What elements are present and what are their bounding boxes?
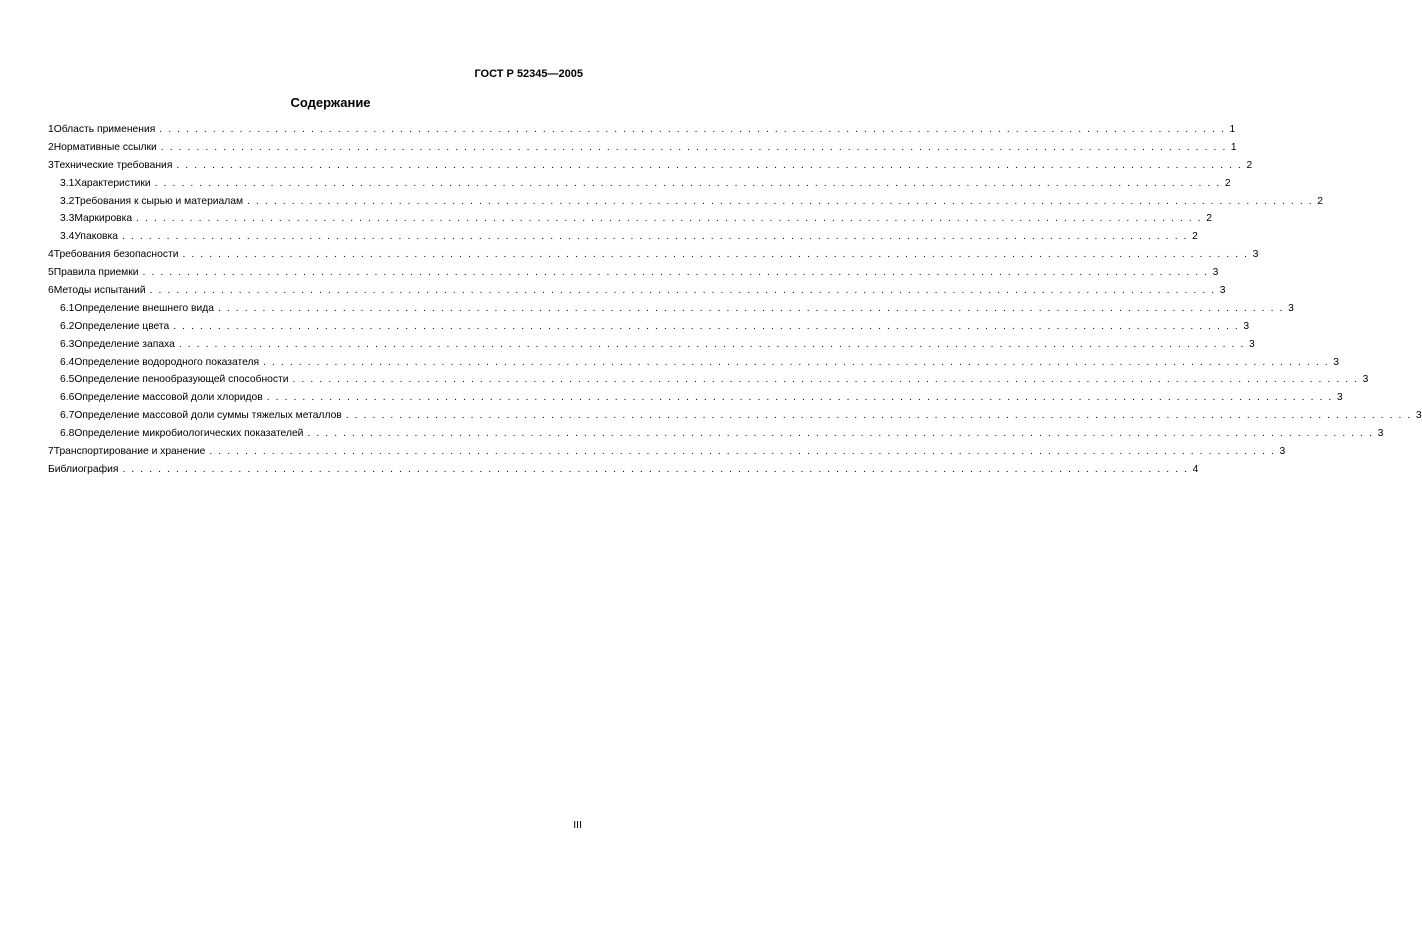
toc-entry[interactable] bbox=[48, 425, 1384, 443]
toc-entry-page: 3 bbox=[1377, 428, 1384, 440]
toc-entry-number: 6.5 bbox=[60, 374, 75, 386]
toc-entry-label: Определение внешнего вида bbox=[74, 302, 214, 314]
toc-leader-dots: . . . . . . . . . . . . . . . . . . . . . . . . . . . . . . . . . . . . . . . . . . . . . . . . . . . . . . . . . . . . . . . . . . . . . . . . . . . . . . . . . . . . . . . . . . . . . . . . . . . . . . . . . . . . . . . . . . . . . . . . bbox=[247, 195, 1314, 207]
toc-entry-page: 1 bbox=[1229, 124, 1236, 135]
toc-entry-number: 6.7 bbox=[60, 410, 75, 422]
toc-entry[interactable] bbox=[48, 318, 1250, 336]
toc-leader-dots: . . . . . . . . . . . . . . . . . . . . . . . . . . . . . . . . . . . . . . . . . . . . . . . . . . . . . . . . . . . . . . . . . . . . . . . . . . . . . . . . . . . . . . . . . . . . . . . . . . . . . . . . . . . . . . . . . . . . . . . . bbox=[292, 374, 1359, 386]
toc-leader-dots: . . . . . . . . . . . . . . . . . . . . . . . . . . . . . . . . . . . . . . . . . . . . . . . . . . . . . . . . . . . . . . . . . . . . . . . . . . . . . . . . . . . . . . . . . . . . . . . . . . . . . . . . . . . . . . . . . . . . . . . . bbox=[173, 320, 1240, 332]
toc-entry[interactable] bbox=[48, 371, 1369, 389]
toc-entry-label: Определение микробиологических показателей bbox=[74, 428, 304, 440]
toc-entry[interactable] bbox=[48, 389, 1343, 407]
toc-entry-label: Определение массовой доли хлоридов bbox=[74, 392, 263, 404]
toc-entry-label: Определение массовой доли суммы тяжелых металлов bbox=[74, 410, 342, 422]
toc-entry-number: 7 bbox=[48, 446, 54, 458]
toc-entry-page: 2 bbox=[1317, 195, 1323, 207]
toc-entry-page: 3 bbox=[1336, 392, 1343, 404]
toc-entry[interactable] bbox=[48, 300, 1294, 318]
toc-entry[interactable] bbox=[48, 246, 1259, 264]
toc-entry-page: 3 bbox=[1212, 267, 1219, 279]
toc-leader-dots: . . . . . . . . . . . . . . . . . . . . . . . . . . . . . . . . . . . . . . . . . . . . . . . . . . . . . . . . . . . . . . . . . . . . . . . . . . . . . . . . . . . . . . . . . . . . . . . . . . . . . . . . . . . . . . . . . . . . . . . . bbox=[217, 302, 1285, 314]
toc-entry[interactable] bbox=[48, 157, 1253, 175]
toc-entry-page: 3 bbox=[1415, 410, 1422, 422]
toc-leader-dots: . . . . . . . . . . . . . . . . . . . . . . . . . . . . . . . . . . . . . . . . . . . . . . . . . . . . . . . . . . . . . . . . . . . . . . . . . . . . . . . . . . . . . . . . . . . . . . . . . . . . . . . . . . . . . . . . . . . . . . . . bbox=[307, 428, 1374, 440]
toc-entry-number: 3.2 bbox=[60, 195, 75, 207]
toc-entry[interactable] bbox=[48, 193, 1323, 211]
toc-entry-number: 6.4 bbox=[60, 356, 75, 368]
toc-entry-number: 6.3 bbox=[60, 338, 75, 350]
toc-entry[interactable] bbox=[48, 121, 1236, 139]
toc-leader-dots: . . . . . . . . . . . . . . . . . . . . . . . . . . . . . . . . . . . . . . . . . . . . . . . . . . . . . . . . . . . . . . . . . . . . . . . . . . . . . . . . . . . . . . . . . . . . . . . . . . . . . . . . . . . . . . . . . . . . . . . . bbox=[122, 463, 1189, 475]
toc-entry-page: 3 bbox=[1248, 338, 1255, 350]
toc-entry-label: Область применения bbox=[53, 124, 156, 135]
toc-entry-label: Требования к сырью и материалам bbox=[74, 195, 244, 207]
toc-leader-dots: . . . . . . . . . . . . . . . . . . . . . . . . . . . . . . . . . . . . . . . . . . . . . . . . . . . . . . . . . . . . . . . . . . . . . . . . . . . . . . . . . . . . . . . . . . . . . . . . . . . . . . . . . . . . . . . . . . . . . . . . bbox=[266, 392, 1333, 404]
toc-entry[interactable] bbox=[48, 461, 1199, 479]
toc-entry-label: Технические требования bbox=[53, 159, 173, 171]
toc-entry-number: 6.6 bbox=[60, 392, 75, 404]
toc-entry[interactable] bbox=[48, 282, 1226, 300]
toc-entry[interactable] bbox=[48, 354, 1339, 372]
toc-entry-number: 6 bbox=[48, 285, 54, 297]
toc-entry-label: Библиография bbox=[48, 463, 119, 475]
toc-entry[interactable] bbox=[48, 336, 1255, 354]
toc-entry-label: Определение цвета bbox=[74, 320, 170, 332]
toc-entry-number: 1 bbox=[48, 124, 54, 135]
toc-entry-number: 4 bbox=[48, 249, 54, 261]
toc-entry[interactable] bbox=[48, 210, 1212, 228]
toc-entry-number: 6.8 bbox=[60, 428, 75, 440]
toc-leader-dots: . . . . . . . . . . . . . . . . . . . . . . . . . . . . . . . . . . . . . . . . . . . . . . . . . . . . . . . . . . . . . . . . . . . . . . . . . . . . . . . . . . . . . . . . . . . . . . . . . . . . . . . . . . . . . . . . . . . . . . . . bbox=[159, 124, 1226, 135]
toc-entry[interactable] bbox=[48, 139, 1237, 157]
toc-entry-number: 3 bbox=[48, 159, 54, 171]
toc-entry-label: Методы испытаний bbox=[53, 285, 146, 297]
toc-leader-dots: . . . . . . . . . . . . . . . . . . . . . . . . . . . . . . . . . . . . . . . . . . . . . . . . . . . . . . . . . . . . . . . . . . . . . . . . . . . . . . . . . . . . . . . . . . . . . . . . . . . . . . . . . . . . . . . . . . . . . . . . bbox=[209, 446, 1276, 458]
toc-entry[interactable] bbox=[48, 407, 1422, 425]
toc-title: Содержание bbox=[290, 95, 371, 110]
toc-entry-number: 3.4 bbox=[60, 231, 75, 243]
toc-leader-dots: . . . . . . . . . . . . . . . . . . . . . . . . . . . . . . . . . . . . . . . . . . . . . . . . . . . . . . . . . . . . . . . . . . . . . . . . . . . . . . . . . . . . . . . . . . . . . . . . . . . . . . . . . . . . . . . . . . . . . . . . bbox=[149, 285, 1216, 297]
toc-entry-label: Транспортирование и хранение bbox=[53, 446, 206, 458]
toc-entry-number: 2 bbox=[48, 141, 54, 153]
toc-leader-dots: . . . . . . . . . . . . . . . . . . . . . . . . . . . . . . . . . . . . . . . . . . . . . . . . . . . . . . . . . . . . . . . . . . . . . . . . . . . . . . . . . . . . . . . . . . . . . . . . . . . . . . . . . . . . . . . . . . . . . . . . bbox=[182, 249, 1249, 261]
toc-entry-page: 2 bbox=[1246, 159, 1253, 171]
toc-entry-page: 2 bbox=[1206, 213, 1212, 225]
toc-entry-label: Определение запаха bbox=[74, 338, 175, 350]
toc-entry-page: 3 bbox=[1252, 249, 1259, 261]
toc-entry-page: 3 bbox=[1362, 374, 1369, 386]
toc-entry-number: 3.3 bbox=[60, 213, 75, 225]
toc-leader-dots: . . . . . . . . . . . . . . . . . . . . . . . . . . . . . . . . . . . . . . . . . . . . . . . . . . . . . . . . . . . . . . . . . . . . . . . . . . . . . . . . . . . . . . . . . . . . . . . . . . . . . . . . . . . . . . . . . . . . . . . . bbox=[176, 159, 1243, 171]
toc-entry[interactable] bbox=[48, 228, 1198, 246]
toc-entry-page: 2 bbox=[1192, 231, 1198, 243]
toc-entry-page: 1 bbox=[1230, 141, 1237, 153]
toc-leader-dots: . . . . . . . . . . . . . . . . . . . . . . . . . . . . . . . . . . . . . . . . . . . . . . . . . . . . . . . . . . . . . . . . . . . . . . . . . . . . . . . . . . . . . . . . . . . . . . . . . . . . . . . . . . . . . . . . . . . . . . . . bbox=[178, 338, 1245, 350]
toc-entry-number: 5 bbox=[48, 267, 54, 279]
toc-entry-label: Упаковка bbox=[74, 231, 118, 243]
toc-entry-label: Нормативные ссылки bbox=[53, 141, 157, 153]
toc-leader-dots: . . . . . . . . . . . . . . . . . . . . . . . . . . . . . . . . . . . . . . . . . . . . . . . . . . . . . . . . . . . . . . . . . . . . . . . . . . . . . . . . . . . . . . . . . . . . . . . . . . . . . . . . . . . . . . . . . . . . . . . . bbox=[263, 356, 1330, 368]
toc-entry[interactable] bbox=[48, 443, 1286, 461]
toc-entry-label: Правила приемки bbox=[53, 267, 139, 279]
toc-entry[interactable] bbox=[48, 175, 1231, 193]
toc-entry-label: Требования безопасности bbox=[53, 249, 179, 261]
toc-entry-page: 3 bbox=[1333, 356, 1339, 368]
document-code: ГОСТ Р 52345—2005 bbox=[474, 68, 583, 80]
toc-entry-page: 3 bbox=[1243, 320, 1250, 332]
toc-entry-label: Определение пенообразующей способности bbox=[74, 374, 289, 386]
toc-entry-page: 3 bbox=[1279, 446, 1286, 458]
toc-entry-number: 6.1 bbox=[60, 302, 75, 314]
toc-leader-dots: . . . . . . . . . . . . . . . . . . . . . . . . . . . . . . . . . . . . . . . . . . . . . . . . . . . . . . . . . . . . . . . . . . . . . . . . . . . . . . . . . . . . . . . . . . . . . . . . . . . . . . . . . . . . . . . . . . . . . . . . bbox=[160, 141, 1227, 153]
toc-leader-dots: . . . . . . . . . . . . . . . . . . . . . . . . . . . . . . . . . . . . . . . . . . . . . . . . . . . . . . . . . . . . . . . . . . . . . . . . . . . . . . . . . . . . . . . . . . . . . . . . . . . . . . . . . . . . . . . . . . . . . . . . bbox=[154, 177, 1221, 189]
toc-entry-page: 3 bbox=[1288, 302, 1294, 314]
toc-leader-dots: . . . . . . . . . . . . . . . . . . . . . . . . . . . . . . . . . . . . . . . . . . . . . . . . . . . . . . . . . . . . . . . . . . . . . . . . . . . . . . . . . . . . . . . . . . . . . . . . . . . . . . . . . . . . . . . . . . . . . . . . bbox=[142, 267, 1209, 279]
toc-entry-label: Маркировка bbox=[74, 213, 133, 225]
toc-leader-dots: . . . . . . . . . . . . . . . . . . . . . . . . . . . . . . . . . . . . . . . . . . . . . . . . . . . . . . . . . . . . . . . . . . . . . . . . . . . . . . . . . . . . . . . . . . . . . . . . . . . . . . . . . . . . . . . . . . . . . . . . bbox=[136, 213, 1203, 225]
toc-entry-page: 4 bbox=[1192, 463, 1199, 475]
toc-entry[interactable] bbox=[48, 264, 1219, 282]
table-of-contents bbox=[48, 121, 1422, 479]
toc-leader-dots: . . . . . . . . . . . . . . . . . . . . . . . . . . . . . . . . . . . . . . . . . . . . . . . . . . . . . . . . . . . . . . . . . . . . . . . . . . . . . . . . . . . . . . . . . . . . . . . . . . . . . . . . . . . . . . . . . . . . . . . . bbox=[345, 410, 1412, 422]
toc-entry-label: Характеристики bbox=[74, 177, 151, 189]
page-number: III bbox=[573, 819, 582, 831]
toc-entry-page: 2 bbox=[1224, 177, 1231, 189]
toc-entry-number: 6.2 bbox=[60, 320, 75, 332]
toc-leader-dots: . . . . . . . . . . . . . . . . . . . . . . . . . . . . . . . . . . . . . . . . . . . . . . . . . . . . . . . . . . . . . . . . . . . . . . . . . . . . . . . . . . . . . . . . . . . . . . . . . . . . . . . . . . . . . . . . . . . . . . . . bbox=[121, 231, 1189, 243]
toc-entry-label: Определение водородного показателя bbox=[74, 356, 260, 368]
toc-entry-number: 3.1 bbox=[60, 177, 75, 189]
toc-entry-page: 3 bbox=[1219, 285, 1226, 297]
